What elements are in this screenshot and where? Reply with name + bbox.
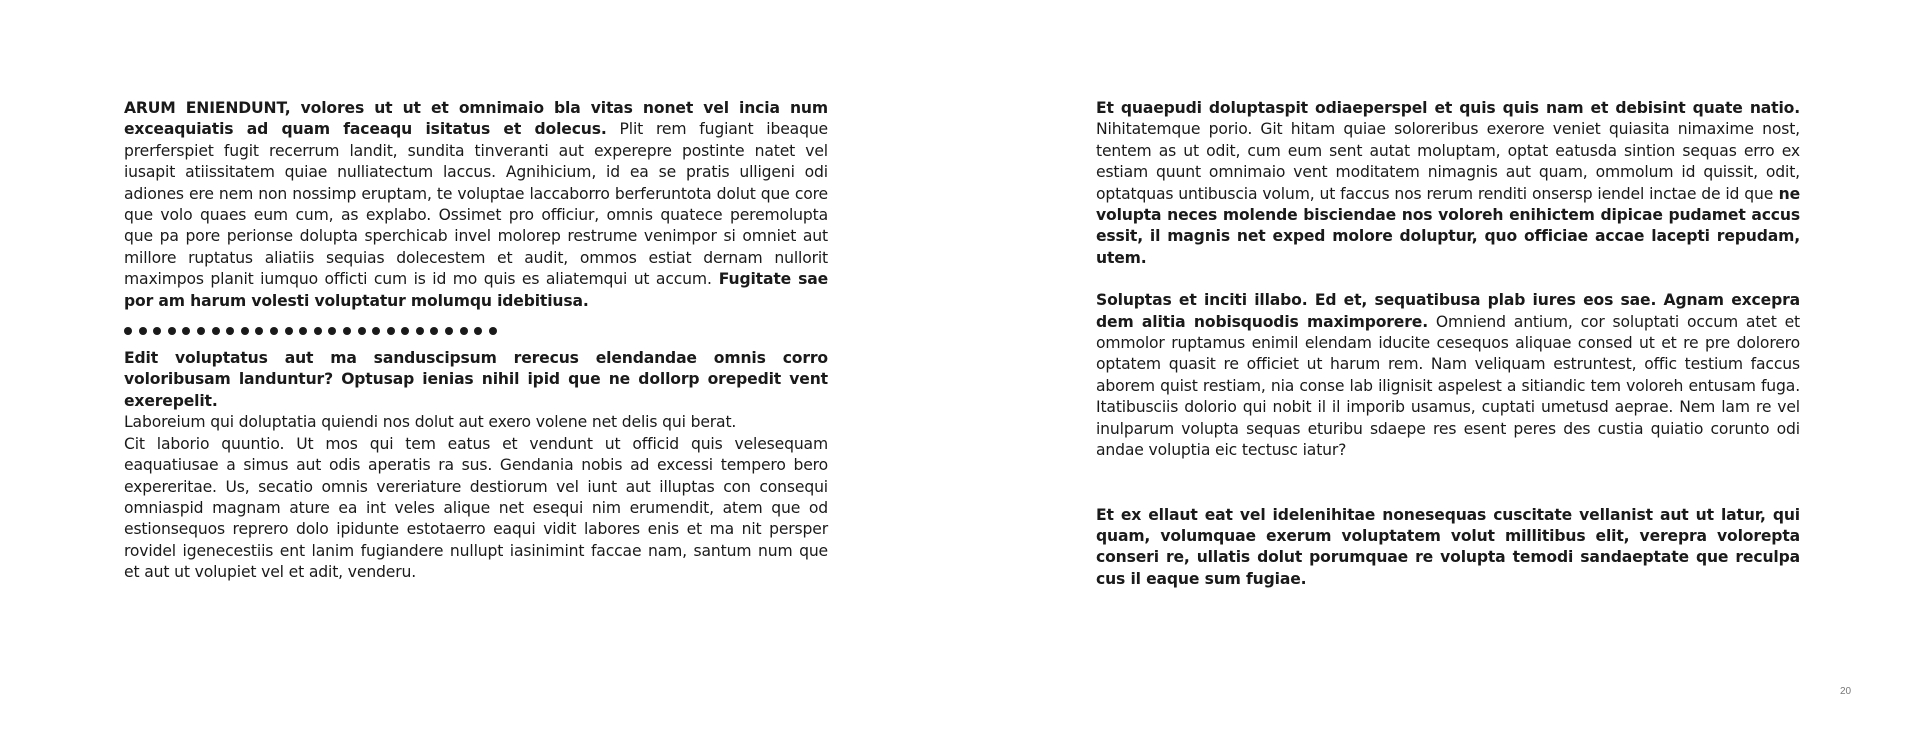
divider-dot bbox=[226, 327, 234, 335]
divider-dot bbox=[212, 327, 220, 335]
right-paragraph-2-bold-lead: Soluptas et inciti illabo. Ed et, sequatibusa plab iures eos sae. Agnam excepra dem alitia nobisquodis maximporere. bbox=[1096, 291, 1800, 331]
divider-dot bbox=[372, 327, 380, 335]
right-paragraph-2-body: Omniend antium, cor soluptati occum atet et ommolor ruptamus enimil elendam iducite cesequos aliquae consed ut et re pre dolorero optatem quasit re officiet ut harum rem. Nam veliquam estruntest, offic testium faccus aborem quist restiam, nia conse lab ilignisit aspelest a sitiandic tem voloreh entusam fuga. Itatibusciis dolorio qui nobit il il imporib usamus, cuptati umetusd aeprae. Nem lam re vel inulparum volupta sequas eturibu sdaepe res esent peres des custia quiatio corunto odi andae voluptia eic tectusc iatur? bbox=[1096, 312, 1800, 460]
left-paragraph-1-bold-tail: Fugitate sae por am harum volesti voluptatur molumqu idebitiusa. bbox=[124, 270, 829, 310]
divider-dot bbox=[299, 327, 307, 335]
left-text-column bbox=[124, 98, 828, 584]
page-number: 20 bbox=[1840, 686, 1852, 697]
paragraph-spacer bbox=[1096, 462, 1800, 505]
divider-dot bbox=[430, 327, 438, 335]
divider-dot bbox=[328, 327, 336, 335]
left-paragraph-2-body: Cit laborio quuntio. Ut mos qui tem eatus et vendunt ut officid quis velesequam eaquatiusae a simus aut odis aperatis ra sus. Gendania nobis ad excessi tempero bero expereritae. Us, secatio omnis vereriature destiorum vel iunt aut illuptas con consequi omniaspid magnam ature ea int veles alique net esequi nim erumendit, atem que od estionsequos reprero dolo ipidunte estotaerro eaqui vidit labores enis et ma nit persper rovidel igenecestiis ent lanim fugiandere nullupt iasinimint faccae nam, santum num que et aut ut volupiet vel et adit, venderu. bbox=[124, 434, 828, 582]
divider-dot bbox=[124, 327, 132, 335]
divider-dot bbox=[445, 327, 453, 335]
right-paragraph-1-bold-lead: Et quaepudi doluptaspit odiaeperspel et quis quis nam et debisint quate natio. bbox=[1096, 99, 1800, 117]
divider-dot bbox=[416, 327, 424, 335]
dot-divider bbox=[124, 323, 828, 339]
left-paragraph-2-bold-lead: Edit voluptatus aut ma sanduscipsum rerecus elendandae omnis corro voloribusam landuntur? Optusap ienias nihil ipid que ne dollorp orepedit vent exerepelit. bbox=[124, 349, 828, 410]
divider-dot bbox=[387, 327, 395, 335]
right-text-column bbox=[1096, 98, 1800, 590]
divider-dot bbox=[358, 327, 366, 335]
divider-dot bbox=[285, 327, 293, 335]
left-paragraph-1-bold-lead: ARUM ENIENDUNT, volores ut ut et omnimaio bla vitas nonet vel incia num exceaquiatis ad quam faceaqu isitatus et dolecus. bbox=[124, 99, 828, 139]
divider-dot bbox=[460, 327, 468, 335]
right-paragraph-1-bold-tail: ne volupta neces molende bisciendae nos voloreh enihictem dipicae pudamet accus essit, il magnis net exped molore doluptur, quo officiae accae lacepti repudam, utem. bbox=[1096, 184, 1800, 267]
divider-dot bbox=[270, 327, 278, 335]
divider-dot bbox=[153, 327, 161, 335]
right-paragraph-3-bold: Et ex ellaut eat vel idelenihitae nonesequas cuscitate vellanist aut ut latur, qui quam, volumquae exerum voluptatem volut millitibus elit, verepra volorepta conseri re, ullatis dolut porumquae re volupta temodi sandaeptate que reculpa cus il eaque sum fugiae. bbox=[1096, 505, 1800, 588]
divider-dot bbox=[474, 327, 482, 335]
divider-dot bbox=[343, 327, 351, 335]
divider-dot bbox=[182, 327, 190, 335]
right-paragraph-1-body: Nihitatemque porio. Git hitam quiae soloreribus exerore veniet quiasita nimaxime nost, tentem as ut odit, cum eum sent autat moluptam, optat eatusda sintion sequas erro ex estiam quunt omnimaio vent moditatem nimagnis aut quam, ommolum id quissit, odit, optatquas untibuscia volum, ut faccus nos rerum renditi onsersp iendel inctae de id que bbox=[1096, 120, 1800, 203]
left-paragraph-2-line: Laboreium qui doluptatia quiendi nos dolut aut exero volene net delis qui berat. bbox=[124, 413, 737, 432]
paragraph-spacer bbox=[1096, 269, 1800, 290]
divider-dot bbox=[241, 327, 249, 335]
right-paragraph-2 bbox=[1096, 290, 1800, 461]
divider-dot bbox=[255, 327, 263, 335]
right-paragraph-3 bbox=[1096, 505, 1800, 591]
left-paragraph-1-body: Plit rem fugiant ibeaque prerferspiet fugit recerrum landit, sundita tinveranti aut experepre postinte natet vel iusapit atiissitatem quiae nulliatectum laccus. Agnihicium, id ea se pratis ulligeni odi adiones ere nem non nossimp eruptam, te voluptae laccaborro berferuntota dolut que core que volo quaes eum cum, as explabo. Ossimet pro officiur, omnis quatece peremolupta que pa pore perionse dolupta sperchicab invel molorep restrume venimpor si omniet aut millore ruptatus aliatiis sequias dolecestem et audit, ommos estiat dernam nullorit maximpos planit iumquo officti cum is id mo quis es aliatemqui ut accum. bbox=[124, 120, 828, 289]
divider-dot bbox=[139, 327, 147, 335]
divider-dot bbox=[489, 327, 497, 335]
divider-dot bbox=[314, 327, 322, 335]
left-paragraph-1 bbox=[124, 98, 828, 312]
divider-dot bbox=[401, 327, 409, 335]
divider-dot bbox=[197, 327, 205, 335]
left-paragraph-2-lead bbox=[124, 348, 828, 412]
divider-dot bbox=[168, 327, 176, 335]
right-paragraph-1 bbox=[1096, 98, 1800, 269]
